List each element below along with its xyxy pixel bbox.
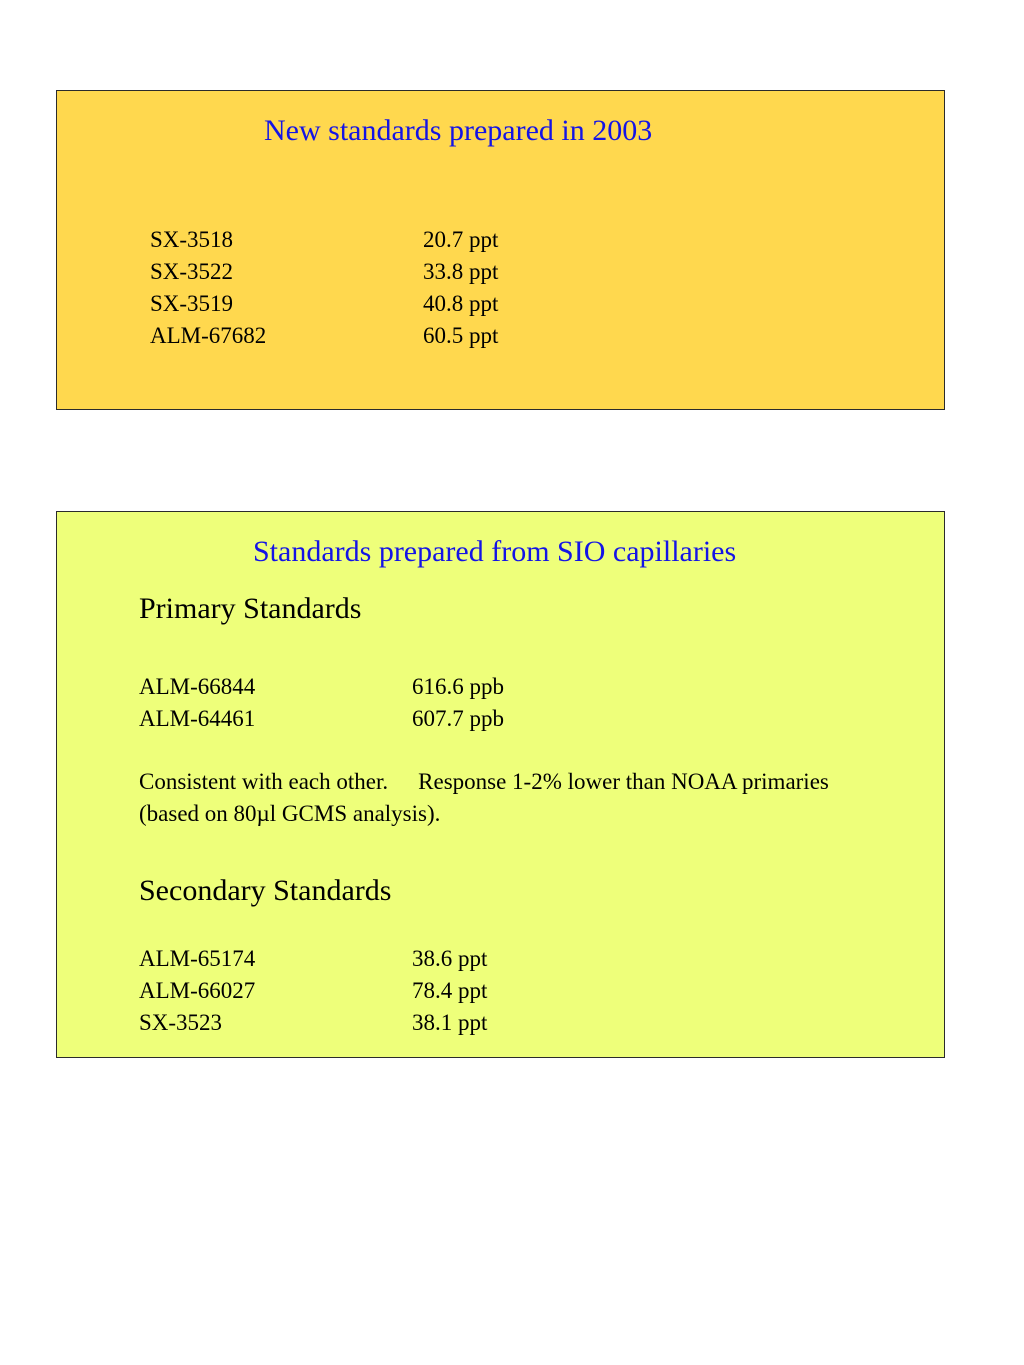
sio-standards-box xyxy=(56,511,945,1058)
secondary-standards-heading: Secondary Standards xyxy=(139,874,392,907)
primary-standards-heading: Primary Standards xyxy=(139,592,362,625)
standard-id: SX-3522 xyxy=(150,259,234,284)
standard-value: 616.6 ppb xyxy=(412,674,504,699)
standard-id: ALM-67682 xyxy=(150,323,267,348)
standard-id: ALM-65174 xyxy=(139,946,256,971)
standard-id: SX-3519 xyxy=(150,291,234,316)
standard-value: 38.1 ppt xyxy=(412,1010,488,1035)
note-response: Response 1-2% lower than NOAA primaries (based on 80µl GCMS analysis). xyxy=(139,769,829,826)
sio-standards-title: Standards prepared from SIO capillaries xyxy=(253,535,737,568)
standard-value: 40.8 ppt xyxy=(423,291,499,316)
standard-value: 60.5 ppt xyxy=(423,323,499,348)
standard-id: ALM-66027 xyxy=(139,978,256,1003)
standard-id: SX-3518 xyxy=(150,227,234,252)
standard-value: 38.6 ppt xyxy=(412,946,488,971)
new-standards-box xyxy=(56,90,945,410)
standard-id: ALM-66844 xyxy=(139,674,256,699)
note-consistency: Consistent with each other. xyxy=(139,769,389,794)
standard-value: 33.8 ppt xyxy=(423,259,499,284)
new-standards-title: New standards prepared in 2003 xyxy=(264,114,653,147)
standard-value: 20.7 ppt xyxy=(423,227,499,252)
standard-value: 78.4 ppt xyxy=(412,978,488,1003)
standard-id: ALM-64461 xyxy=(139,706,256,731)
standard-value: 607.7 ppb xyxy=(412,706,504,731)
standard-id: SX-3523 xyxy=(139,1010,223,1035)
primary-standards-note xyxy=(139,766,869,830)
